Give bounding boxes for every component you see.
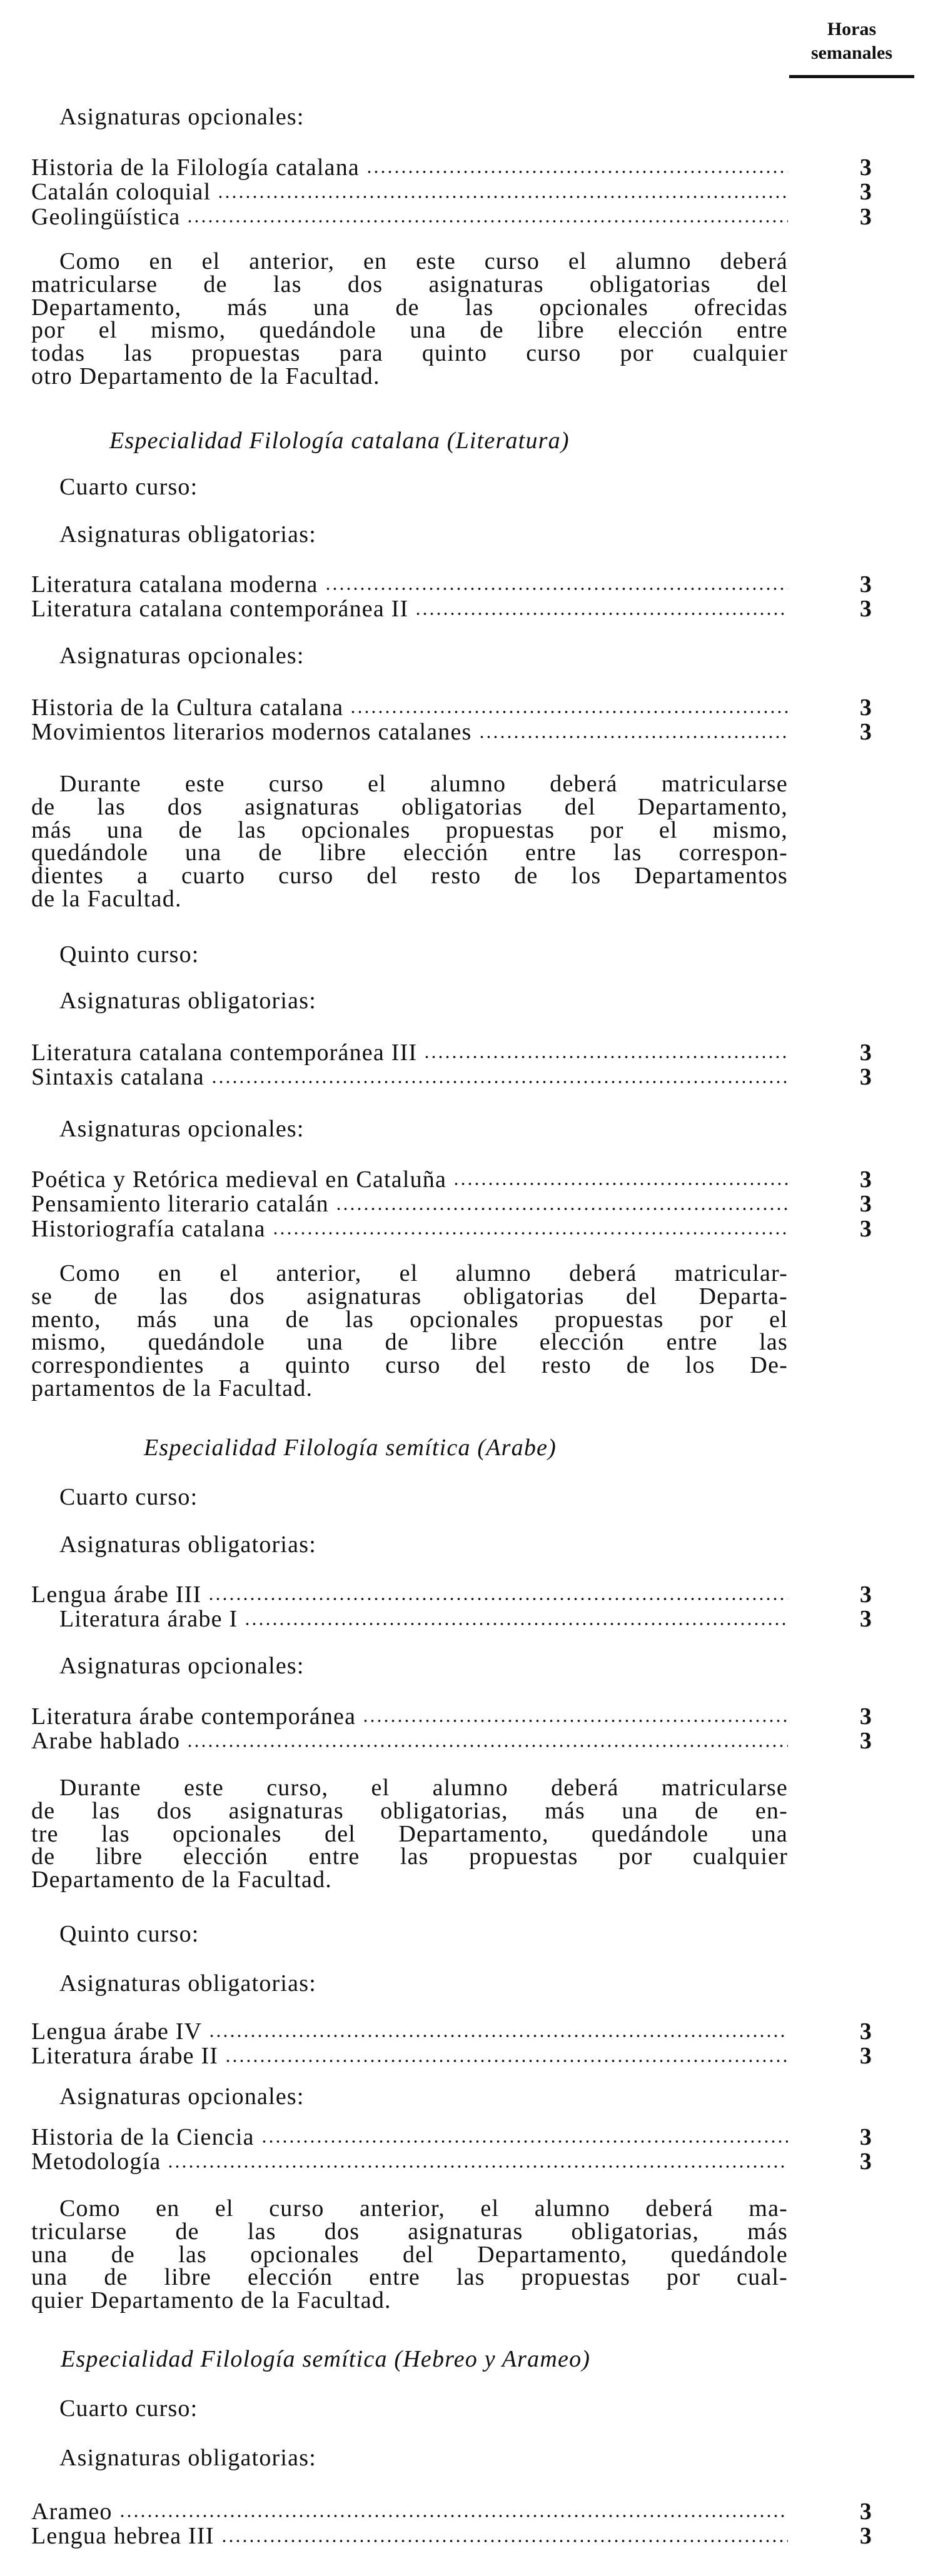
course-name: Historiografía catalana xyxy=(31,1215,266,1242)
paragraph-line: mento, más una de las opcionales propuestas por el xyxy=(31,1306,788,1333)
dot-leader xyxy=(119,2514,788,2518)
section-label: Asignaturas obligatorias: xyxy=(59,2445,316,2471)
paragraph-line: de las dos asignaturas obligatorias del Departamento, xyxy=(31,793,788,820)
course-name: Pensamiento literario catalán xyxy=(31,1191,329,1218)
course-row xyxy=(31,1192,875,1216)
header-rule xyxy=(789,75,914,78)
weekly-hours: 3 xyxy=(859,1581,873,1608)
section-label: Asignaturas opcionales: xyxy=(59,643,305,669)
weekly-hours: 3 xyxy=(859,596,873,623)
dot-leader xyxy=(244,1622,788,1626)
paragraph-line: más una de las opcionales propuestas por el mismo, xyxy=(31,816,788,843)
weekly-hours: 3 xyxy=(859,571,873,598)
section-label: Asignaturas obligatorias: xyxy=(59,988,316,1014)
section-label: Cuarto curso: xyxy=(59,2395,198,2422)
paragraph-line: todas las propuestas para quinto curso por cualquier xyxy=(31,340,788,367)
weekly-hours: 3 xyxy=(859,1215,873,1242)
paragraph xyxy=(31,773,788,911)
section-label: Asignaturas obligatorias: xyxy=(59,521,316,548)
hours-column-header xyxy=(789,18,914,78)
course-list xyxy=(31,1581,873,1633)
dot-leader xyxy=(221,2539,788,2543)
paragraph-line: Como en el anterior, el alumno deberá matricular- xyxy=(59,1260,788,1286)
course-row xyxy=(31,1217,875,1241)
weekly-hours: 3 xyxy=(859,1040,873,1066)
section-label: Asignaturas opcionales: xyxy=(59,1653,305,1679)
dot-leader xyxy=(415,612,788,616)
dot-leader xyxy=(208,2034,788,2038)
course-name: Catalán coloquial xyxy=(31,179,211,206)
paragraph-line: correspondientes a quinto curso del resto de los De- xyxy=(31,1352,788,1379)
paragraph-line: de las dos asignaturas obligatorias, más una de en- xyxy=(31,1797,788,1824)
dot-leader xyxy=(478,735,788,739)
section-label: Quinto curso: xyxy=(59,1921,199,1947)
dot-leader xyxy=(362,1719,788,1723)
paragraph-line: por el mismo, quedándole una de libre elección entre xyxy=(31,317,788,344)
specialty-heading: Especialidad Filología catalana (Literatura) xyxy=(109,428,570,454)
course-row xyxy=(31,2524,875,2548)
course-list xyxy=(31,1040,873,1091)
course-name: Lengua hebrea III xyxy=(31,2523,214,2550)
paragraph-line: Departamento, más una de las opcionales ofrecidas xyxy=(31,294,788,321)
weekly-hours: 3 xyxy=(859,2498,873,2525)
weekly-hours: 3 xyxy=(859,1191,873,1218)
course-row xyxy=(31,1168,875,1192)
weekly-hours: 3 xyxy=(859,2523,873,2550)
course-row xyxy=(31,597,875,621)
weekly-hours: 3 xyxy=(859,2018,873,2045)
course-name: Geolingüística xyxy=(31,203,181,230)
paragraph-line: de libre elección entre las propuestas por cualquier xyxy=(31,1843,788,1870)
course-list xyxy=(31,694,873,746)
weekly-hours: 3 xyxy=(859,719,873,746)
paragraph xyxy=(31,1777,788,1892)
dot-leader xyxy=(186,1744,788,1748)
paragraph-line: dientes a cuarto curso del resto de los Departamentos xyxy=(31,863,788,890)
course-list xyxy=(31,154,873,230)
course-name: Arabe hablado xyxy=(31,1728,181,1755)
course-name: Lengua árabe III xyxy=(31,1581,202,1608)
course-name: Sintaxis catalana xyxy=(31,1064,204,1091)
dot-leader xyxy=(211,1080,788,1084)
weekly-hours: 3 xyxy=(859,2043,873,2070)
dot-leader xyxy=(186,219,788,223)
weekly-hours: 3 xyxy=(859,1166,873,1193)
section-label: Asignaturas opcionales: xyxy=(59,2083,305,2110)
paragraph-line: de la Facultad. xyxy=(31,885,182,912)
course-row xyxy=(31,180,875,204)
course-row xyxy=(31,2125,875,2150)
weekly-hours: 3 xyxy=(859,1064,873,1091)
section-label: Asignaturas obligatorias: xyxy=(59,1531,316,1558)
course-list xyxy=(31,1703,873,1755)
section-label: Asignaturas opcionales: xyxy=(59,1116,305,1142)
course-row xyxy=(31,696,875,720)
section-label: Asignaturas obligatorias: xyxy=(59,1970,316,1997)
dot-leader xyxy=(208,1597,788,1601)
course-row xyxy=(31,156,875,180)
paragraph xyxy=(31,1262,788,1400)
weekly-hours: 3 xyxy=(859,1703,873,1730)
dot-leader xyxy=(224,2059,788,2063)
specialty-heading: Especialidad Filología semítica (Hebreo y Arameo) xyxy=(61,2346,591,2372)
paragraph-line: partamentos de la Facultad. xyxy=(31,1375,313,1401)
specialty-heading: Especialidad Filología semítica (Arabe) xyxy=(144,1435,557,1461)
course-name: Literatura árabe contemporánea xyxy=(31,1703,356,1730)
dot-leader xyxy=(272,1231,788,1235)
section-label: Quinto curso: xyxy=(59,941,199,968)
paragraph-line: tricularse de las dos asignaturas obligatorias, más xyxy=(31,2218,788,2245)
course-name: Poética y Retórica medieval en Cataluña xyxy=(31,1166,447,1193)
paragraph-line: matricularse de las dos asignaturas obligatorias del xyxy=(31,271,788,298)
course-name: Historia de la Filología catalana xyxy=(31,154,360,181)
dot-leader xyxy=(453,1182,788,1186)
weekly-hours: 3 xyxy=(859,1728,873,1755)
paragraph-line: una de libre elección entre las propuestas por cual- xyxy=(31,2264,788,2291)
dot-leader xyxy=(167,2165,788,2168)
course-name: Literatura catalana contemporánea II xyxy=(31,596,409,623)
dot-leader xyxy=(350,710,788,714)
paragraph-line: tre las opcionales del Departamento, quedándole una xyxy=(31,1820,788,1847)
course-list xyxy=(31,2018,873,2070)
course-name: Literatura árabe I xyxy=(59,1606,238,1633)
paragraph-line: Departamento de la Facultad. xyxy=(31,1867,332,1893)
paragraph-line: Durante este curso, el alumno deberá matricularse xyxy=(59,1775,788,1801)
weekly-hours: 3 xyxy=(859,203,873,230)
section-label: Cuarto curso: xyxy=(59,1484,198,1510)
course-name: Movimientos literarios modernos catalanes xyxy=(31,719,472,746)
header-line-2: semanales xyxy=(811,43,892,63)
course-name: Historia de la Cultura catalana xyxy=(31,694,344,721)
course-row xyxy=(31,573,875,597)
course-list xyxy=(31,1166,873,1242)
course-row xyxy=(31,1041,875,1065)
paragraph-line: quier Departamento de la Facultad. xyxy=(31,2287,391,2314)
dot-leader xyxy=(366,170,788,174)
course-row xyxy=(31,1729,875,1753)
course-name: Literatura catalana contemporánea III xyxy=(31,1040,418,1066)
course-row xyxy=(31,2044,875,2068)
paragraph-line: quedándole una de libre elección entre las correspon- xyxy=(31,839,788,866)
course-row xyxy=(31,2500,875,2524)
course-name: Literatura catalana moderna xyxy=(31,571,318,598)
course-row xyxy=(31,1065,875,1090)
section-label: Asignaturas opcionales: xyxy=(59,104,305,130)
course-row xyxy=(31,1607,875,1631)
paragraph-line: una de las opcionales del Departamento, quedándole xyxy=(31,2241,788,2268)
course-name: Arameo xyxy=(31,2498,113,2525)
dot-leader xyxy=(325,587,788,591)
course-name: Metodología xyxy=(31,2148,161,2175)
paragraph-line: Como en el curso anterior, el alumno deberá ma- xyxy=(59,2195,788,2222)
course-row xyxy=(31,1583,875,1607)
paragraph-line: otro Departamento de la Facultad. xyxy=(31,363,380,389)
weekly-hours: 3 xyxy=(859,179,873,206)
weekly-hours: 3 xyxy=(859,154,873,181)
paragraph-line: se de las dos asignaturas obligatorias del Departa- xyxy=(31,1283,788,1310)
course-list xyxy=(31,571,873,623)
dot-leader xyxy=(335,1207,788,1211)
course-row xyxy=(31,2020,875,2044)
weekly-hours: 3 xyxy=(859,2124,873,2150)
course-row xyxy=(31,720,875,744)
course-name: Lengua árabe IV xyxy=(31,2018,203,2045)
paragraph-line: mismo, quedándole una de libre elección entre las xyxy=(31,1329,788,1356)
weekly-hours: 3 xyxy=(859,694,873,721)
course-row xyxy=(31,2150,875,2174)
dot-leader xyxy=(217,195,788,199)
course-name: Historia de la Ciencia xyxy=(31,2124,255,2150)
paragraph-line: Durante este curso el alumno deberá matricularse xyxy=(59,771,788,797)
course-row xyxy=(31,1705,875,1729)
section-label: Cuarto curso: xyxy=(59,474,198,500)
paragraph xyxy=(31,2197,788,2312)
course-name: Literatura árabe II xyxy=(31,2043,219,2070)
dot-leader xyxy=(261,2140,788,2143)
weekly-hours: 3 xyxy=(859,1606,873,1633)
course-row xyxy=(31,205,875,229)
course-list xyxy=(31,2498,873,2550)
course-list xyxy=(31,2124,873,2175)
paragraph xyxy=(31,250,788,388)
paragraph-line: Como en el anterior, en este curso el alumno deberá xyxy=(59,248,788,274)
weekly-hours: 3 xyxy=(859,2148,873,2175)
dot-leader xyxy=(423,1055,788,1059)
header-line-1: Horas xyxy=(827,19,877,39)
